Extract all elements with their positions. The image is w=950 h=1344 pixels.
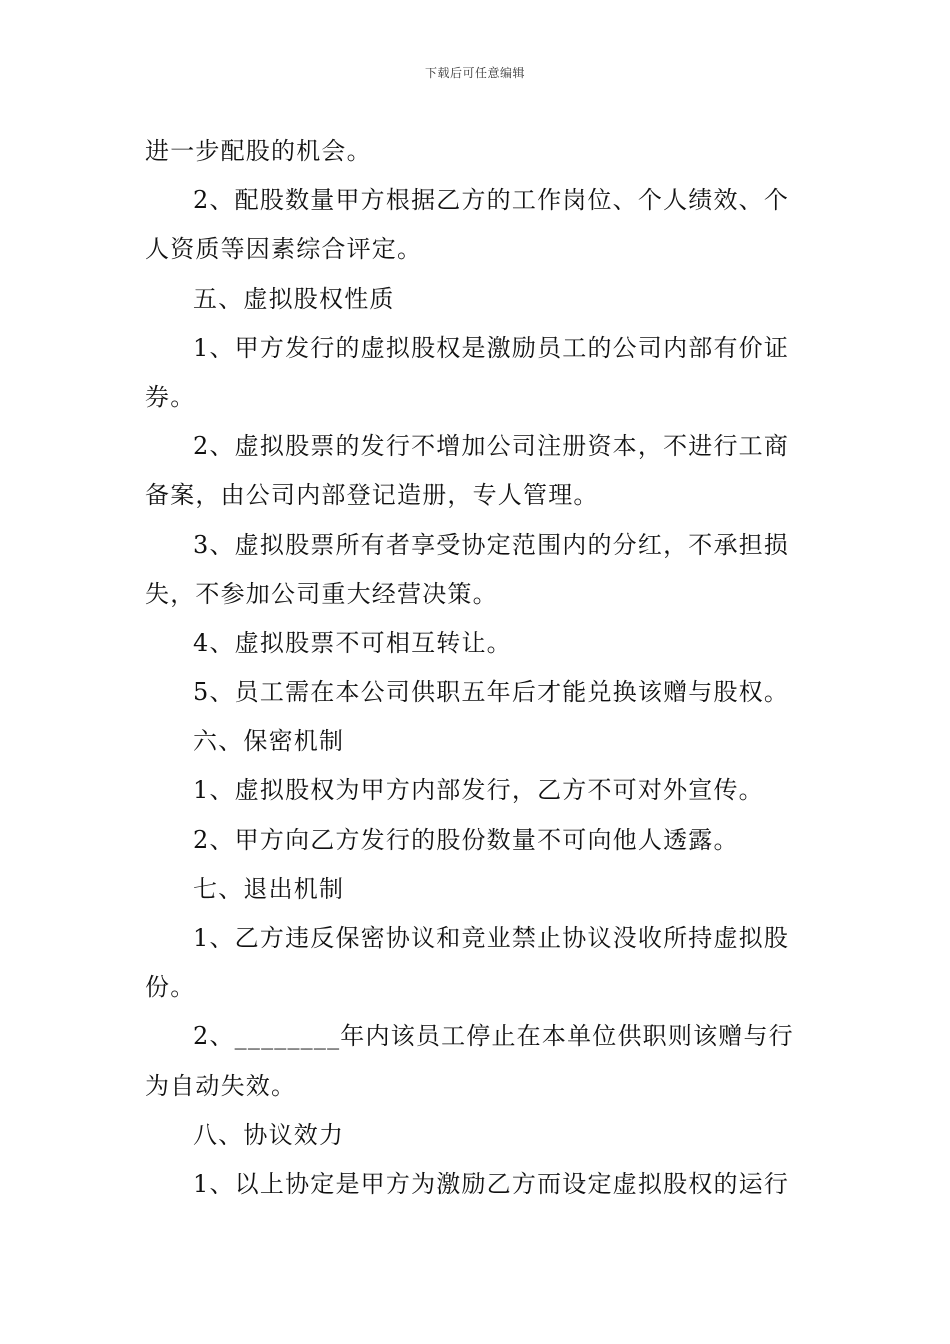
- text-line: 人资质等因素综合评定。: [145, 235, 423, 264]
- document-body: [145, 127, 810, 1209]
- text-line: 1、虚拟股权为甲方内部发行，乙方不可对外宣传。: [193, 776, 764, 805]
- text-line: 为自动失效。: [145, 1071, 297, 1100]
- text-line: 4、虚拟股票不可相互转让。: [193, 628, 512, 657]
- text-line: 份。: [145, 973, 196, 1002]
- section-heading: 五、虚拟股权性质: [193, 284, 395, 313]
- section-heading: 七、退出机制: [193, 874, 345, 903]
- text-line: 1、以上协定是甲方为激励乙方而设定虚拟股权的运行: [193, 1169, 790, 1198]
- page-header: 下载后可任意编辑: [424, 66, 525, 80]
- text-line: 进一步配股的机会。: [145, 137, 372, 165]
- text-line: 失，不参加公司重大经营决策。: [145, 579, 498, 608]
- text-line: 券。: [145, 382, 196, 411]
- text-line: 备案，由公司内部登记造册，专人管理。: [145, 481, 599, 510]
- section-heading: 八、协议效力: [193, 1120, 345, 1149]
- text-line: 2、________年内该员工停止在本单位供职则该赠与行: [193, 1022, 794, 1051]
- section-heading: 六、保密机制: [193, 727, 345, 756]
- text-line: 1、乙方违反保密协议和竞业禁止协议没收所持虚拟股: [193, 924, 790, 952]
- text-line: 2、配股数量甲方根据乙方的工作岗位、个人绩效、个: [193, 186, 790, 215]
- text-line: 1、甲方发行的虚拟股权是激励员工的公司内部有价证: [193, 333, 790, 362]
- text-line: 2、虚拟股票的发行不增加公司注册资本，不进行工商: [193, 432, 790, 461]
- text-line: 5、员工需在本公司供职五年后才能兑换该赠与股权。: [193, 678, 790, 707]
- text-line: 3、虚拟股票所有者享受协定范围内的分红，不承担损: [193, 530, 790, 559]
- text-line: 2、甲方向乙方发行的股份数量不可向他人透露。: [193, 825, 739, 854]
